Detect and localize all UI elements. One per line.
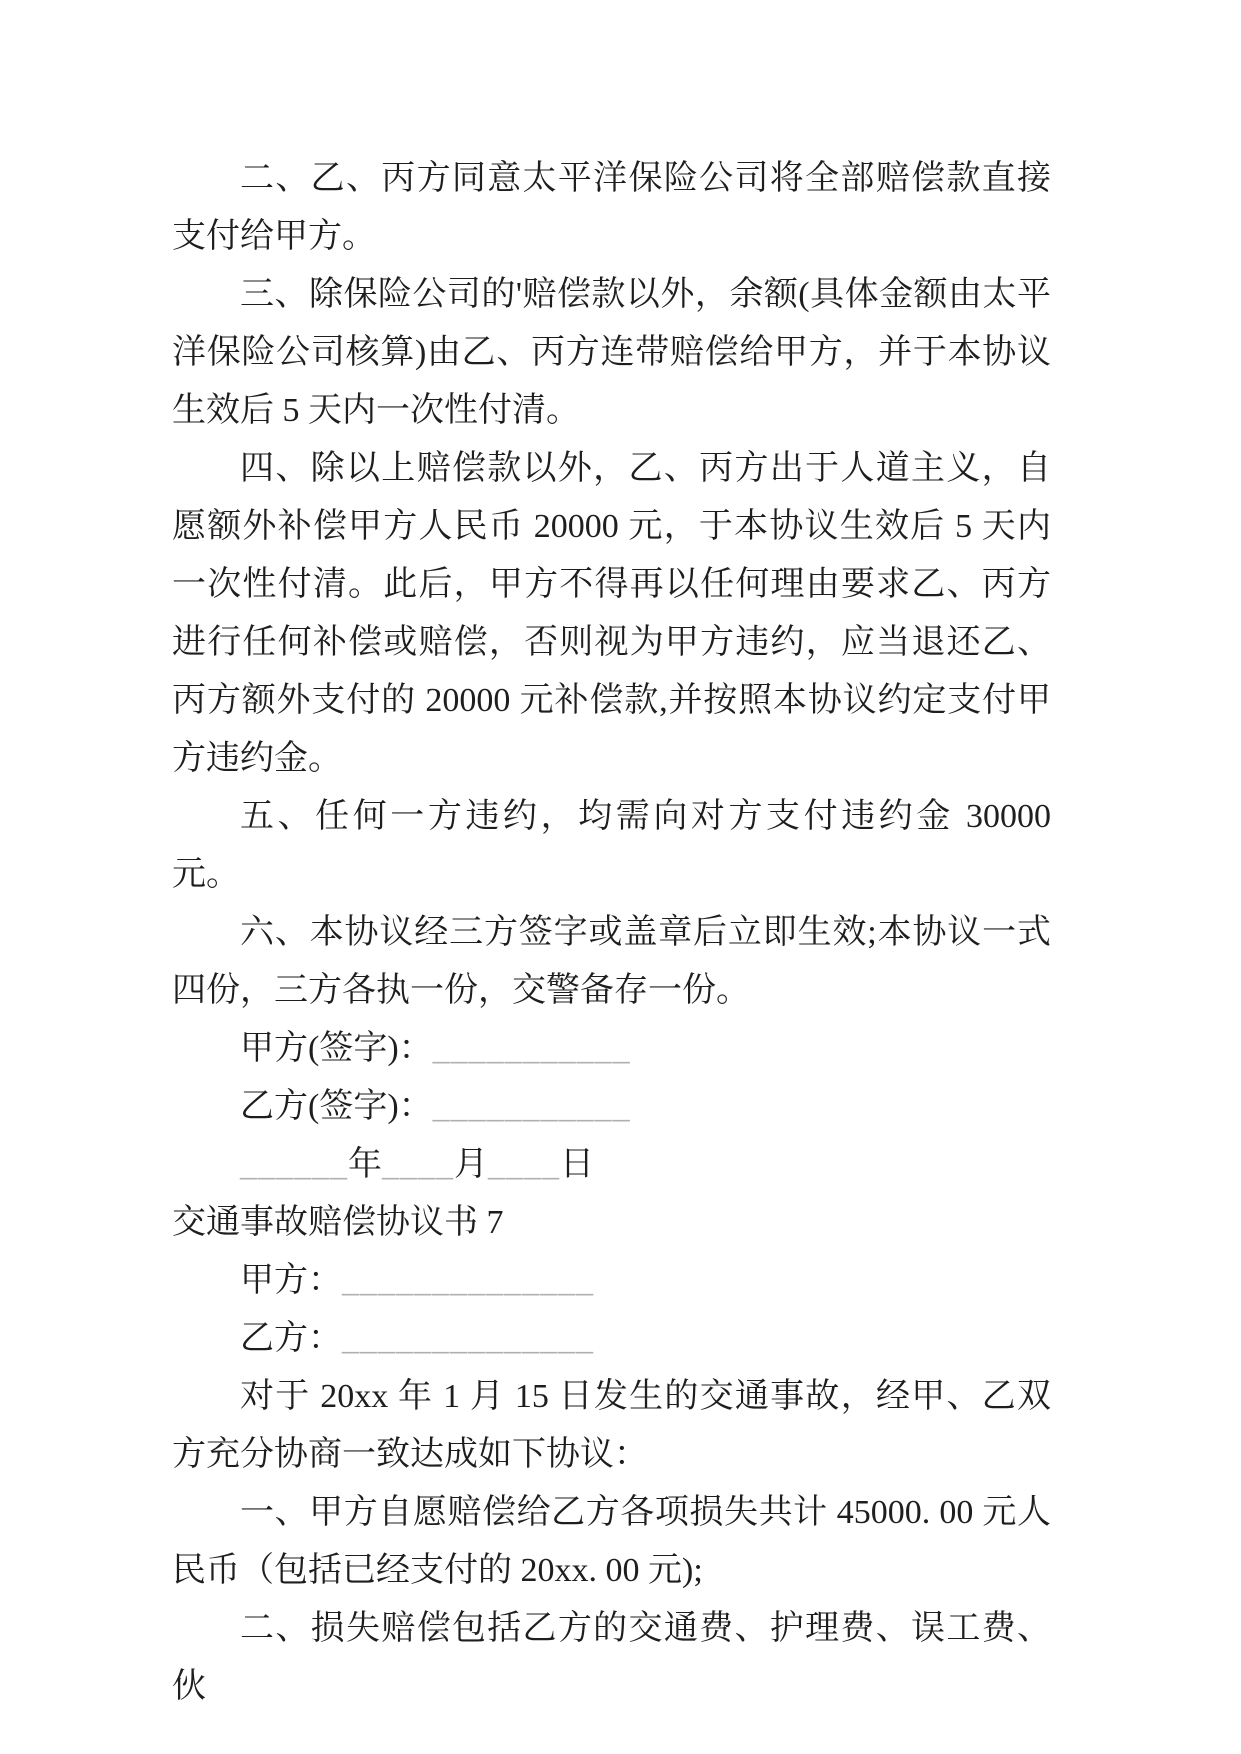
text-run: 甲方(签字)： xyxy=(240,1030,433,1067)
paragraph-body xyxy=(172,1368,1051,1484)
paragraph-body xyxy=(172,1484,1051,1600)
paragraph-signature xyxy=(172,1020,1051,1078)
blank-underline: ___________ xyxy=(432,1088,631,1125)
text-run: 年 xyxy=(348,1146,382,1183)
paragraph-signature xyxy=(172,1078,1051,1136)
text-run: 三、除保险公司的'赔偿款以外，余额(具体金额由太平洋保险公司核算)由乙、丙方连带赔偿给甲方，并于本协议生效后 5 天内一次性付清。 xyxy=(172,276,1051,429)
text-run: 六、本协议经三方签字或盖章后立即生效;本协议一式四份，三方各执一份，交警备存一份。 xyxy=(172,914,1051,1009)
paragraph-signature xyxy=(172,1252,1051,1310)
blank-underline: ___________ xyxy=(432,1030,631,1067)
text-run: 乙方： xyxy=(240,1320,342,1357)
text-run: 乙方(签字)： xyxy=(240,1088,433,1125)
paragraph-body xyxy=(172,266,1051,440)
paragraph-body xyxy=(172,150,1051,266)
text-run: 二、乙、丙方同意太平洋保险公司将全部赔偿款直接支付给甲方。 xyxy=(172,160,1051,255)
blank-underline: ______________ xyxy=(342,1262,594,1299)
paragraph-date xyxy=(172,1136,1051,1194)
blank-underline: ______ xyxy=(240,1146,348,1183)
text-run: 交通事故赔偿协议书 7 xyxy=(172,1204,504,1241)
text-run: 对于 20xx 年 1 月 15 日发生的交通事故，经甲、乙双方充分协商一致达成如下协议： xyxy=(172,1378,1051,1473)
paragraph-heading xyxy=(172,1194,1051,1252)
blank-underline: ____ xyxy=(488,1146,560,1183)
text-run: 五、任何一方违约，均需向对方支付违约金 30000 元。 xyxy=(172,798,1051,893)
text-run: 二、损失赔偿包括乙方的交通费、护理费、误工费、伙 xyxy=(172,1610,1051,1705)
paragraph-signature xyxy=(172,1310,1051,1368)
text-run: 甲方： xyxy=(240,1262,342,1299)
paragraph-body xyxy=(172,788,1051,904)
paragraph-body xyxy=(172,904,1051,1020)
paragraph-body xyxy=(172,1600,1051,1716)
blank-underline: ______________ xyxy=(342,1320,594,1357)
paragraph-body xyxy=(172,440,1051,788)
text-run: 四、除以上赔偿款以外，乙、丙方出于人道主义，自愿额外补偿甲方人民币 20000 元，于本协议生效后 5 天内一次性付清。此后，甲方不得再以任何理由要求乙、丙方进行任何补偿或赔偿，否则视为甲方违约，应当退还乙、丙方额外支付的 20000 元补偿款,并按照本协议约定支付甲方违约金。 xyxy=(172,450,1051,777)
text-run: 一、甲方自愿赔偿给乙方各项损失共计 45000. 00 元人民币（包括已经支付的 20xx. 00 元); xyxy=(172,1494,1051,1589)
text-run: 月 xyxy=(454,1146,488,1183)
blank-underline: ____ xyxy=(382,1146,454,1183)
text-run: 日 xyxy=(560,1146,594,1183)
